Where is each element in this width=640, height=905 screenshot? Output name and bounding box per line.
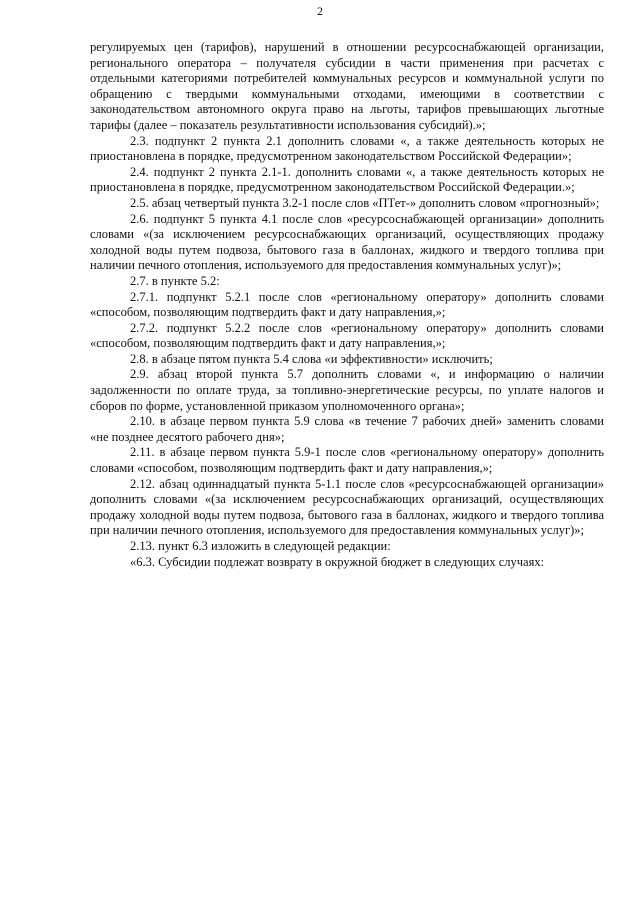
paragraph-continuation: регулируемых цен (тарифов), нарушений в отношении ресурсоснабжающей организации, регионального оператора – получателя субсидии в части применения при расчетах с отдельными категориями потребителей коммунальных ресурсов и коммунальной услуги по обращению с твердыми коммунальными отходами, имеющими в соответствии с законодательством автономного округа право на льготы, тарифов превышающих льготные тарифы (далее – показатель результативности использования субсидий).»;	[90, 40, 604, 132]
paragraph-2-10: 2.10. в абзаце первом пункта 5.9 слова «в течение 7 рабочих дней» заменить словами «не позднее десятого рабочего дня»;	[90, 414, 604, 444]
paragraph-2-3: 2.3. подпункт 2 пункта 2.1 дополнить словами «, а также деятельность которых не приостановлена в порядке, предусмотренном законодательством Российской Федерации»;	[90, 133, 604, 164]
paragraph-2-6: 2.6. подпункт 5 пункта 4.1 после слов «ресурсоснабжающей организации» дополнить словами «(за исключением ресурсоснабжающих организаций, осуществляющих продажу холодной воды путем подвоза, бытового газа в баллонах, жидкого и твердого топлива при наличии печного отопления, используемого для предоставления коммунальных услуг)»;	[90, 211, 604, 273]
paragraph-2-9: 2.9. абзац второй пункта 5.7 дополнить словами «, и информацию о наличии задолженности по оплате труда, за топливно-энергетические ресурсы, по уплате налогов и сборов по форме, установленной приказом уполномоченного органа»;	[90, 367, 604, 413]
paragraph-2-5: 2.5. абзац четвертый пункта 3.2-1 после слов «ПТет-» дополнить словом «прогнозный»;	[130, 195, 600, 210]
paragraph-2-8: 2.8. в абзаце пятом пункта 5.4 слова «и эффективности» исключить;	[130, 351, 493, 366]
paragraph-2-7-1: 2.7.1. подпункт 5.2.1 после слов «региональному оператору» дополнить словами «способом, позволяющим подтвердить факт и дату направления,»;	[90, 289, 604, 320]
paragraph-2-13: 2.13. пункт 6.3 изложить в следующей редакции:	[130, 539, 391, 553]
page-number: 2	[317, 4, 323, 18]
document-body	[90, 40, 604, 570]
paragraph-2-12: 2.12. абзац одиннадцатый пункта 5-1.1 после слов «ресурсоснабжающей организации» дополнить словами «(за исключением ресурсоснабжающих организаций, осуществляющих продажу холодной воды путем подвоза, бытового газа в баллонах, жидкого и твердого топлива при наличии печного отопления, используемого для предоставления коммунальных услуг)»;	[90, 476, 604, 538]
paragraph-2-7-2: 2.7.2. подпункт 5.2.2 после слов «региональному оператору» дополнить словами «способом, позволяющим подтвердить факт и дату направления,»;	[90, 320, 604, 351]
paragraph-2-4: 2.4. подпункт 2 пункта 2.1-1. дополнить словами «, а также деятельность которых не приостановлена в порядке, предусмотренном законодательством Российской Федерации.»;	[90, 164, 604, 195]
paragraph-2-11: 2.11. в абзаце первом пункта 5.9-1 после слов «региональному оператору» дополнить словами «способом, позволяющим подтвердить факт и дату направления,»;	[90, 445, 604, 476]
paragraph-6-3: «6.3. Субсидии подлежат возврату в окружной бюджет в следующих случаях:	[130, 554, 545, 569]
paragraph-2-7: 2.7. в пункте 5.2:	[130, 273, 220, 288]
